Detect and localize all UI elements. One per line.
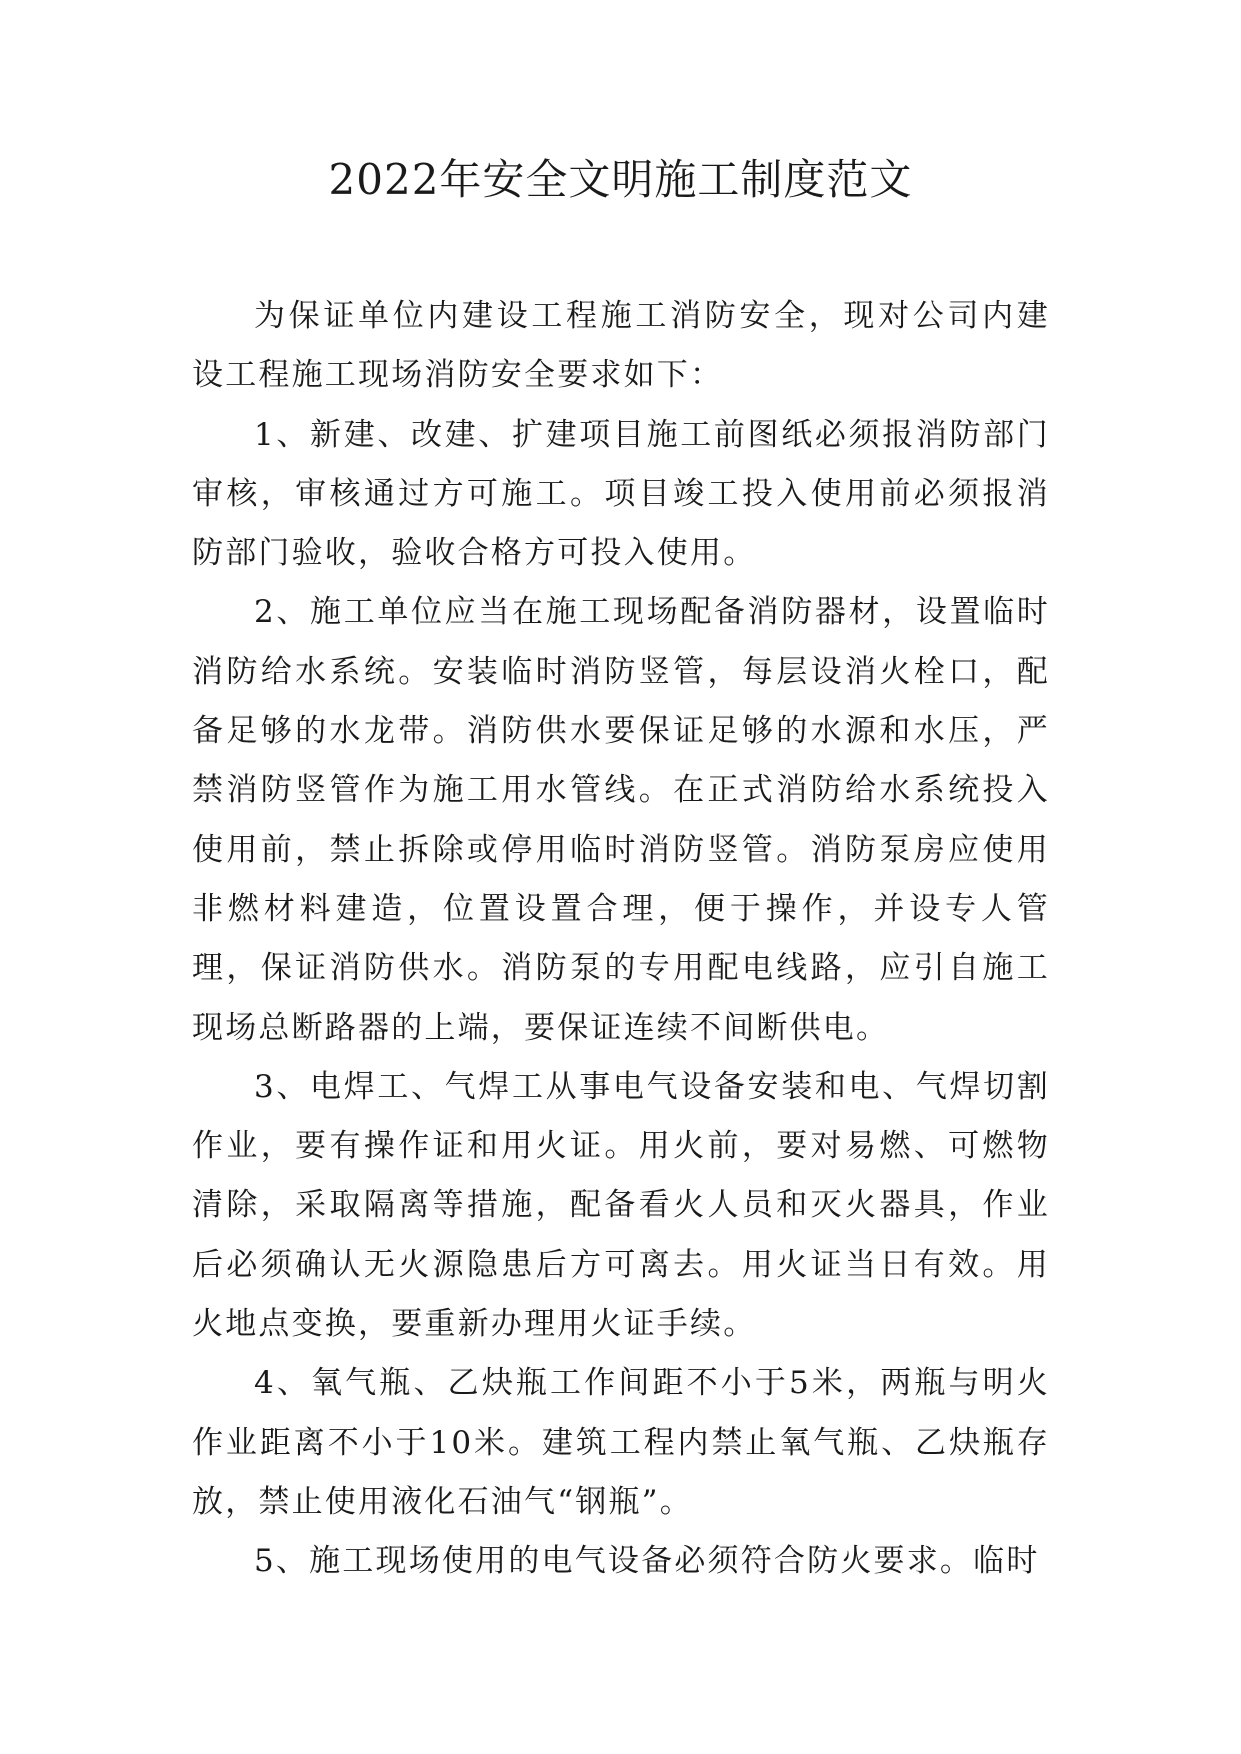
document-title: 2022年安全文明施工制度范文	[328, 155, 913, 204]
paragraph-item-3: 3、电焊工、气焊工从事电气设备安装和电、气焊切割作业，要有操作证和用火证。用火前，要对易燃、可燃物清除，采取隔离等措施，配备看火人员和灭火器具，作业后必须确认无火源隐患后方可离去。用火证当日有效。用火地点变换，要重新办理用火证手续。	[192, 1068, 1050, 1343]
paragraph-intro: 为保证单位内建设工程施工消防安全，现对公司内建设工程施工现场消防安全要求如下：	[192, 298, 1050, 394]
paragraph-item-1: 1、新建、改建、扩建项目施工前图纸必须报消防部门审核，审核通过方可施工。项目竣工投入使用前必须报消防部门验收，验收合格方可投入使用。	[192, 416, 1050, 572]
document-body	[192, 287, 1050, 1592]
paragraph-item-5: 5、施工现场使用的电气设备必须符合防火要求。临时	[254, 1543, 1040, 1580]
paragraph-item-2: 2、施工单位应当在施工现场配备消防器材，设置临时消防给水系统。安装临时消防竖管，每层设消火栓口，配备足够的水龙带。消防供水要保证足够的水源和水压，严禁消防竖管作为施工用水管线。在正式消防给水系统投入使用前，禁止拆除或停用临时消防竖管。消防泵房应使用非燃材料建造，位置设置合理，便于操作，并设专人管理，保证消防供水。消防泵的专用配电线路，应引自施工现场总断路器的上端，要保证连续不间断供电。	[192, 594, 1050, 1046]
paragraph-item-4: 4、氧气瓶、乙炔瓶工作间距不小于5米，两瓶与明火作业距离不小于10米。建筑工程内禁止氧气瓶、乙炔瓶存放，禁止使用液化石油气“钢瓶”。	[192, 1365, 1050, 1520]
